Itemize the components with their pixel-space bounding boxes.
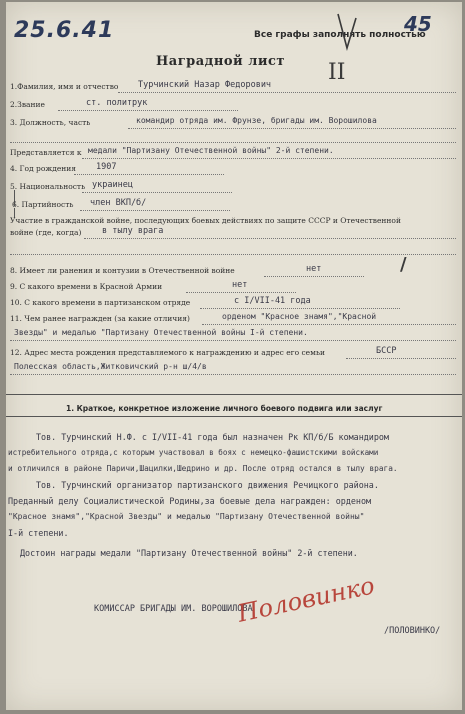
- signatory-title: КОМИССАР БРИГАДЫ ИМ. ВОРОШИЛОВА: [94, 604, 253, 614]
- field-5-label: 5. Национальность: [10, 182, 86, 191]
- field-12-value-line1: БССР: [376, 346, 397, 356]
- narrative-line: Достоин награды медали "Партизану Отечественной войны" 2-й степени.: [20, 548, 358, 558]
- signatory-name: /ПОЛОВИНКО/: [384, 626, 441, 636]
- field-2-label: 2.Звание: [10, 100, 45, 109]
- handwritten-date: 25.6.41: [14, 18, 115, 43]
- field-3-value: командир отряда им. Фрунзе, бригады им. Ворошилова: [136, 116, 377, 125]
- field-6-value: член ВКП/б/: [90, 198, 147, 208]
- field-2-value: ст. политрук: [86, 98, 148, 108]
- header-note: Все графы заполнять полностью: [254, 30, 426, 40]
- handwritten-signature: Половинко: [235, 571, 377, 628]
- presented-value: медали "Партизану Отечественной войны" 2-й степени.: [88, 146, 334, 155]
- field-7-label-line1: Участие в гражданской войне, последующих боевых действиях по защите СССР и Отечественной: [10, 216, 401, 225]
- narrative-line: и отличился в районе Паричи,Шацилки,Шедрино и др. После отряд остался в тылу врага.: [8, 464, 398, 473]
- narrative-line: Тов. Турчинский организатор партизанского движения Речицкого района.: [36, 480, 379, 490]
- field-1-label: 1.Фамилия, имя и отчество: [10, 82, 119, 91]
- field-11-value-line2: Звезды" и медалью "Партизану Отечественной войны I-й степени.: [14, 328, 308, 337]
- narrative-line: "Красное знамя","Красной Звезды" и медалью "Партизану Отечественной войны": [8, 512, 365, 521]
- field-5-value: украинец: [92, 180, 133, 190]
- roman-numeral-mark: II: [328, 60, 346, 85]
- field-9-value: нет: [232, 280, 248, 290]
- check-mark-icon: [336, 12, 358, 52]
- field-4-value: 1907: [96, 162, 117, 172]
- field-8-label: 8. Имеет ли ранения и контузии в Отечественной войне: [10, 266, 235, 275]
- field-6-label: 6. Партийность: [12, 200, 74, 209]
- narrative-line: I-й степени.: [8, 528, 69, 538]
- section-separator: [6, 394, 462, 395]
- field-11-label: 11. Чем ранее награжден (за какие отличия): [10, 314, 190, 323]
- award-sheet-page: [6, 2, 462, 710]
- field-7-label-line2: войне (где, когда): [10, 228, 82, 237]
- section-heading: 1. Краткое, конкретное изложение личного боевого подвига или заслуг: [66, 404, 383, 413]
- narrative-line: истребительного отряда,с которым участвовал в боях с немецко-фашистскими войсками: [8, 448, 379, 457]
- page-title: Наградной лист: [156, 54, 285, 69]
- field-1-value: Турчинский Назар Федорович: [138, 80, 272, 90]
- field-10-label: 10. С какого времени в партизанском отряде: [10, 298, 191, 307]
- field-12-label: 12. Адрес места рождения представляемого к награждению и адрес его семьи: [10, 348, 326, 357]
- field-12-value-line2: Полесская область,Житковичский р-н ш/4/в: [14, 362, 207, 371]
- field-7-value: в тылу врага: [102, 226, 164, 236]
- field-10-value: с I/VII-41 года: [234, 296, 311, 306]
- narrative-line: Тов. Турчинский Н.Ф. с I/VII-41 года был назначен Рк КП/б/Б командиром: [36, 432, 389, 442]
- section-separator-2: [6, 416, 462, 417]
- field-9-label: 9. С какого времени в Красной Армии: [10, 282, 163, 291]
- field-11-value-line1: орденом "Красное знамя","Красной: [222, 312, 377, 321]
- handwritten-number: 45: [404, 12, 432, 36]
- slash-mark: /: [400, 254, 407, 275]
- narrative-line: Преданный делу Социалистической Родины,за боевые дела награжден: орденом: [8, 496, 372, 506]
- presented-label: Представляется к: [10, 148, 82, 157]
- field-3-label: 3. Должность, часть: [10, 118, 91, 127]
- field-4-label: 4. Год рождения: [10, 164, 77, 173]
- field-8-value: нет: [306, 264, 322, 274]
